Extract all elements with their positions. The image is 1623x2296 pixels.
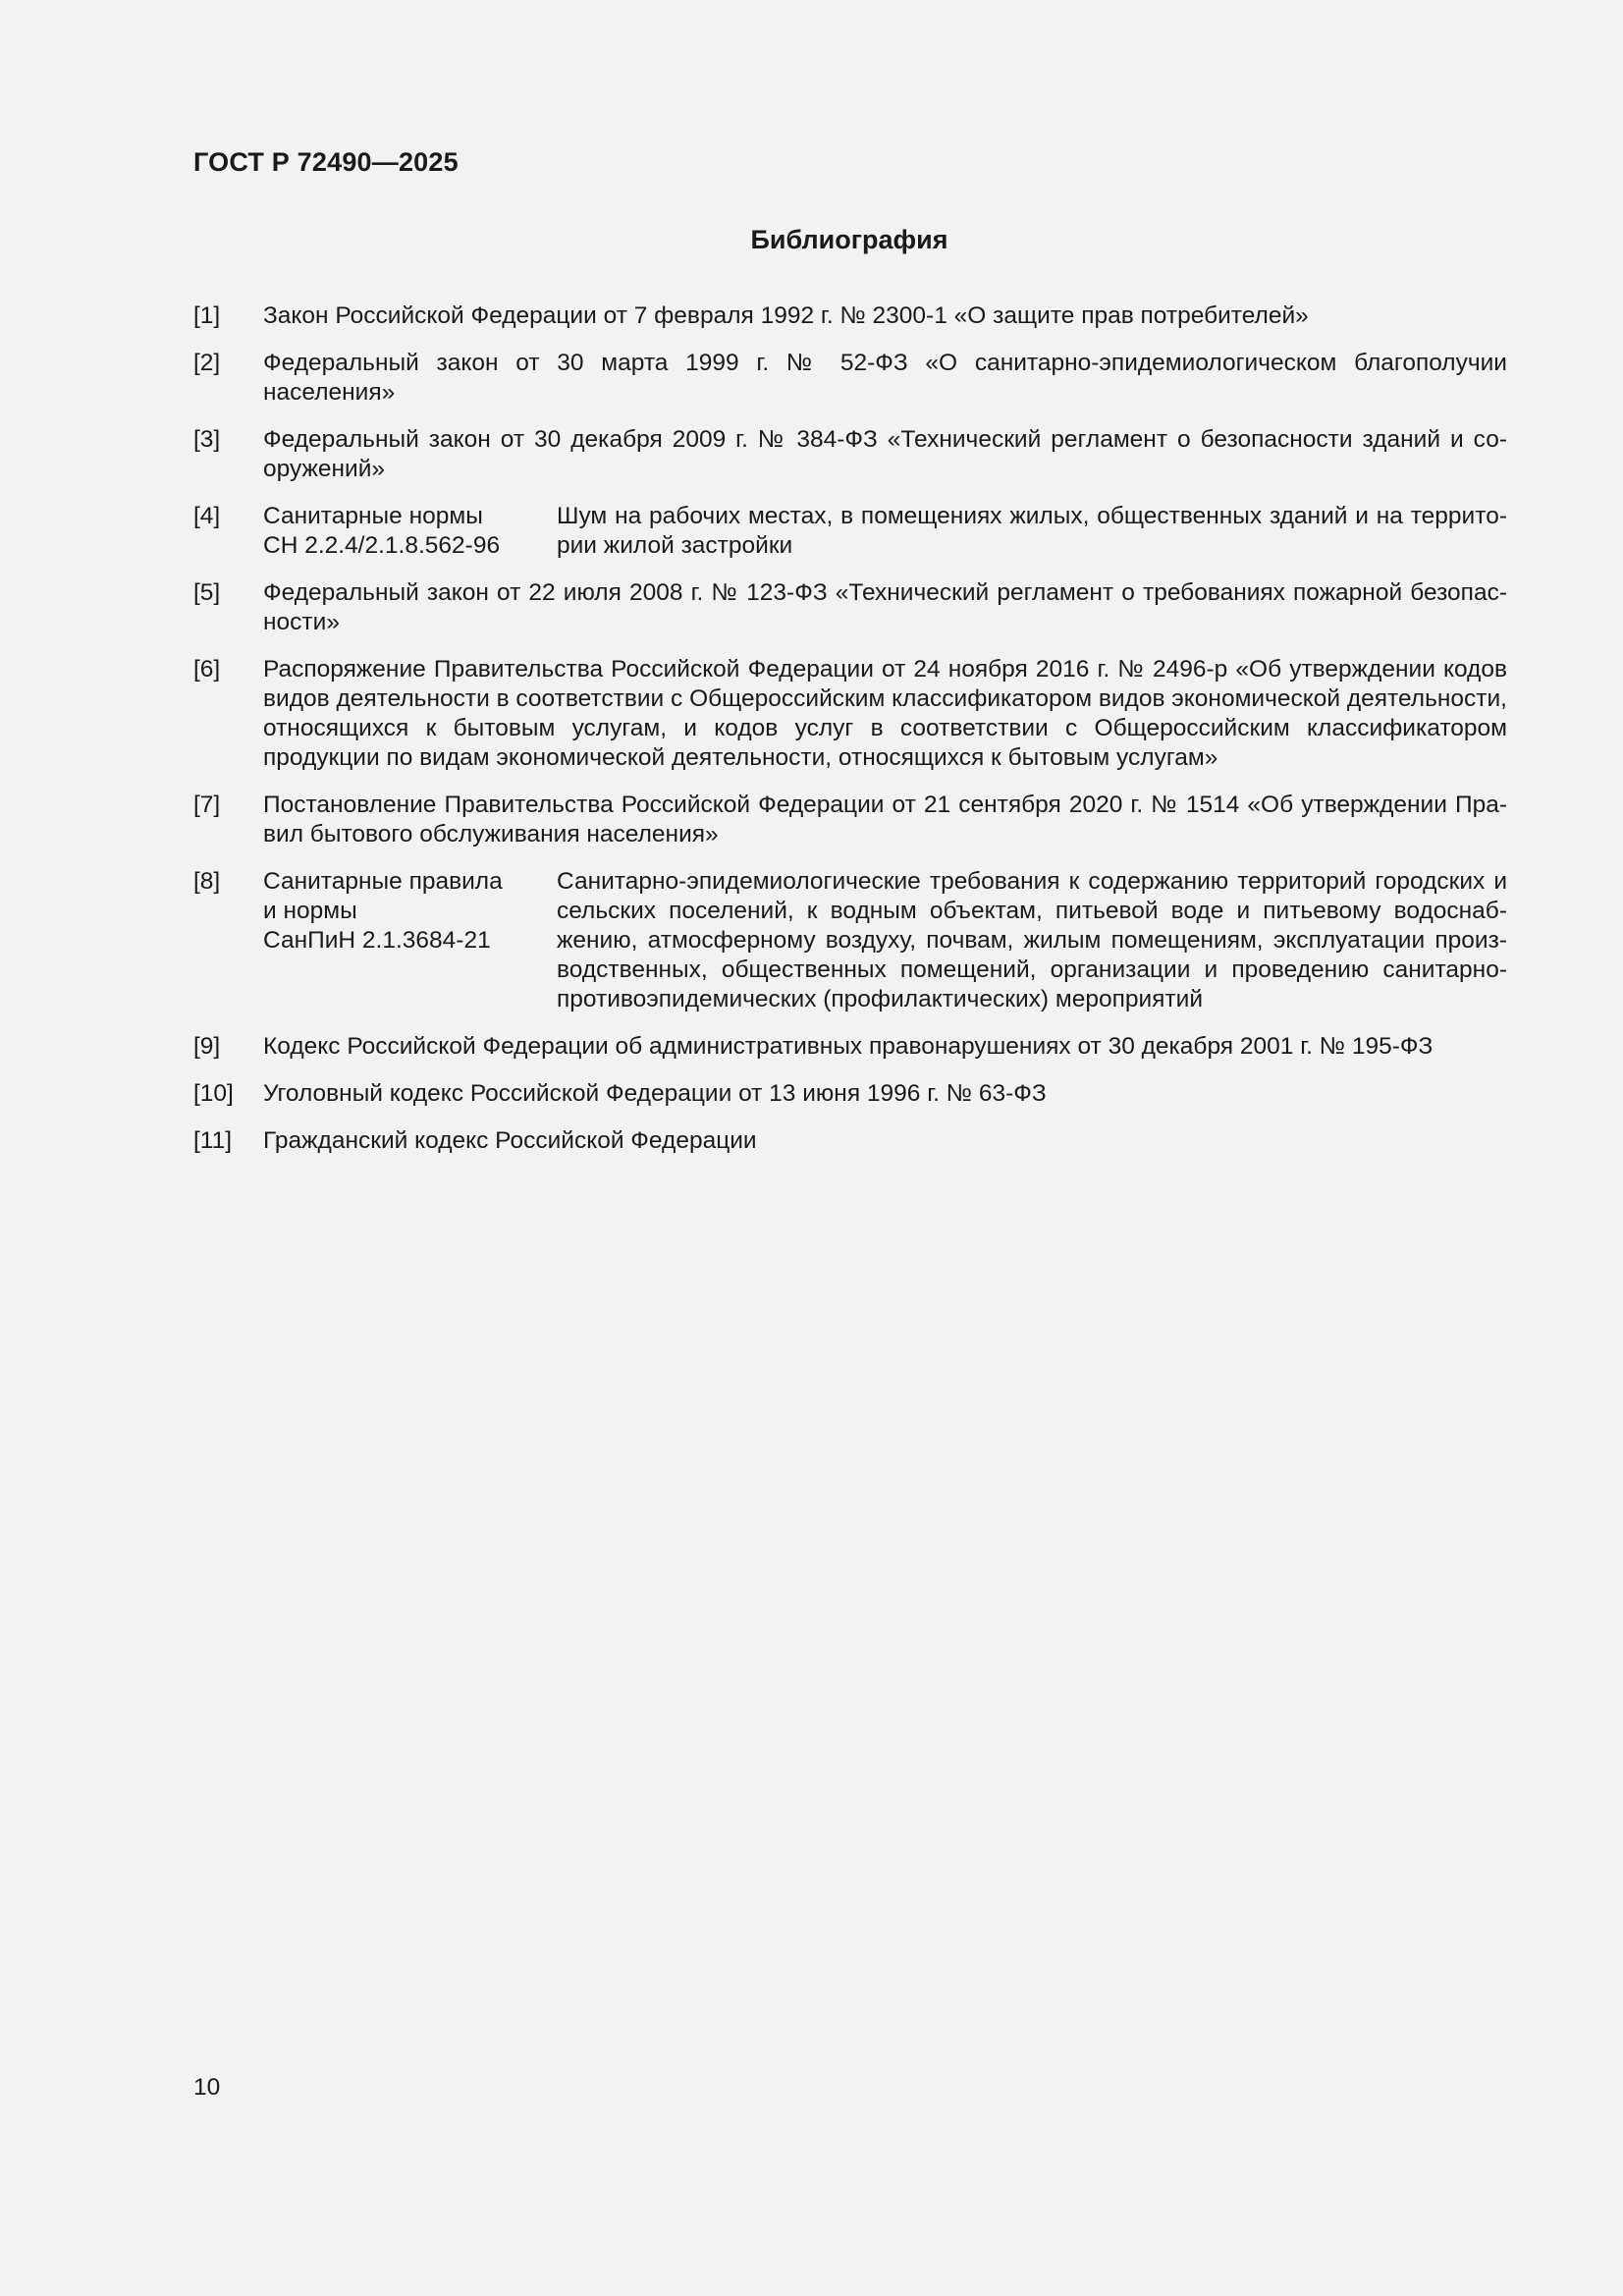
bibliography-list (193, 301, 1507, 1174)
bibliography-entry-columns (263, 867, 1507, 1014)
bibliography-entry-text: Кодекс Российской Федерации об административных правонарушениях от 30 декабря 2001 г. № 195-ФЗ (263, 1033, 1434, 1060)
bibliography-title: Библиография (750, 225, 948, 254)
bibliography-entry-text: Федеральный закон от 30 декабря 2009 г. № 384-ФЗ «Технический регламент о безопасности зданий и сооружений» (263, 426, 1507, 482)
document-type-line: Санитарные нормы (263, 503, 483, 529)
bibliography-entry-columns (263, 502, 1507, 561)
bibliography-entry-number: [3] (193, 426, 221, 453)
bibliography-document-type (263, 502, 557, 561)
bibliography-entry-3 (193, 425, 1507, 484)
document-type-line: Санитарные правила (263, 868, 503, 895)
bibliography-entry-11 (193, 1126, 1507, 1156)
bibliography-entry-6 (193, 655, 1507, 773)
bibliography-entry-number: [5] (193, 579, 221, 606)
bibliography-entry-10 (193, 1079, 1507, 1109)
bibliography-entry-5 (193, 578, 1507, 637)
bibliography-entry-number: [9] (193, 1033, 221, 1060)
bibliography-entry-4 (193, 502, 1507, 561)
bibliography-entry-text: Постановление Правительства Российской Федерации от 21 сентября 2020 г. № 1514 «Об утверждении Правил бытового обслуживания населения» (263, 792, 1507, 847)
document-type-line: и нормы (263, 898, 357, 924)
bibliography-entry-text: Гражданский кодекс Российской Федерации (263, 1127, 757, 1154)
bibliography-entry-2 (193, 349, 1507, 408)
bibliography-entry-number: [2] (193, 350, 221, 376)
bibliography-entry-number: [7] (193, 792, 221, 818)
page-number: 10 (193, 2074, 221, 2101)
bibliography-entry-8 (193, 867, 1507, 1014)
bibliography-entry-number: [11] (193, 1127, 233, 1154)
bibliography-entry-number: [10] (193, 1080, 234, 1107)
bibliography-entry-text: Закон Российской Федерации от 7 февраля 1992 г. № 2300-1 «О защите прав потребителей» (263, 302, 1309, 329)
bibliography-entry-number: [1] (193, 302, 221, 329)
bibliography-entry-7 (193, 791, 1507, 849)
bibliography-entry-text: Уголовный кодекс Российской Федерации от 13 июня 1996 г. № 63-ФЗ (263, 1080, 1047, 1107)
standard-code-header: ГОСТ Р 72490—2025 (193, 147, 459, 177)
bibliography-document-title: Санитарно-эпидемиологические требования к содержанию территорий городских и сельских поселений, к водным объектам, питьевой воде и питьевому водоснабжению, атмосферному воздуху, почвам, жилым помещениям, эксплуатации производственных, общественных помещений, организации и проведению санитарно-противоэпидемических (профилактических) мероприятий (557, 868, 1507, 1012)
bibliography-entry-1 (193, 301, 1507, 331)
bibliography-entry-text: Федеральный закон от 30 марта 1999 г. № 52-ФЗ «О санитарно-эпидемиологическом благополучии населения» (263, 350, 1507, 406)
bibliography-document-title: Шум на рабочих местах, в помещениях жилых, общественных зданий и на территории жилой застройки (557, 503, 1507, 559)
document-type-line: СанПиН 2.1.3684-21 (263, 927, 491, 954)
bibliography-entry-9 (193, 1032, 1507, 1062)
bibliography-entry-number: [4] (193, 503, 221, 529)
document-type-line: СН 2.2.4/2.1.8.562-96 (263, 532, 501, 559)
bibliography-entry-text: Распоряжение Правительства Российской Федерации от 24 ноября 2016 г. № 2496-р «Об утверждении кодов видов деятельности в соответствии с Общероссийским классификатором видов экономической деятельности, относящихся к бытовым услугам, и кодов услуг в соответствии с Общероссийским классификатором продукции по видам экономической деятельности, относящихся к бытовым услугам» (263, 656, 1507, 771)
bibliography-entry-number: [8] (193, 868, 221, 895)
bibliography-entry-number: [6] (193, 656, 221, 683)
bibliography-entry-text: Федеральный закон от 22 июля 2008 г. № 123-ФЗ «Технический регламент о требованиях пожарной безопасности» (263, 579, 1507, 635)
bibliography-document-type (263, 867, 557, 1014)
